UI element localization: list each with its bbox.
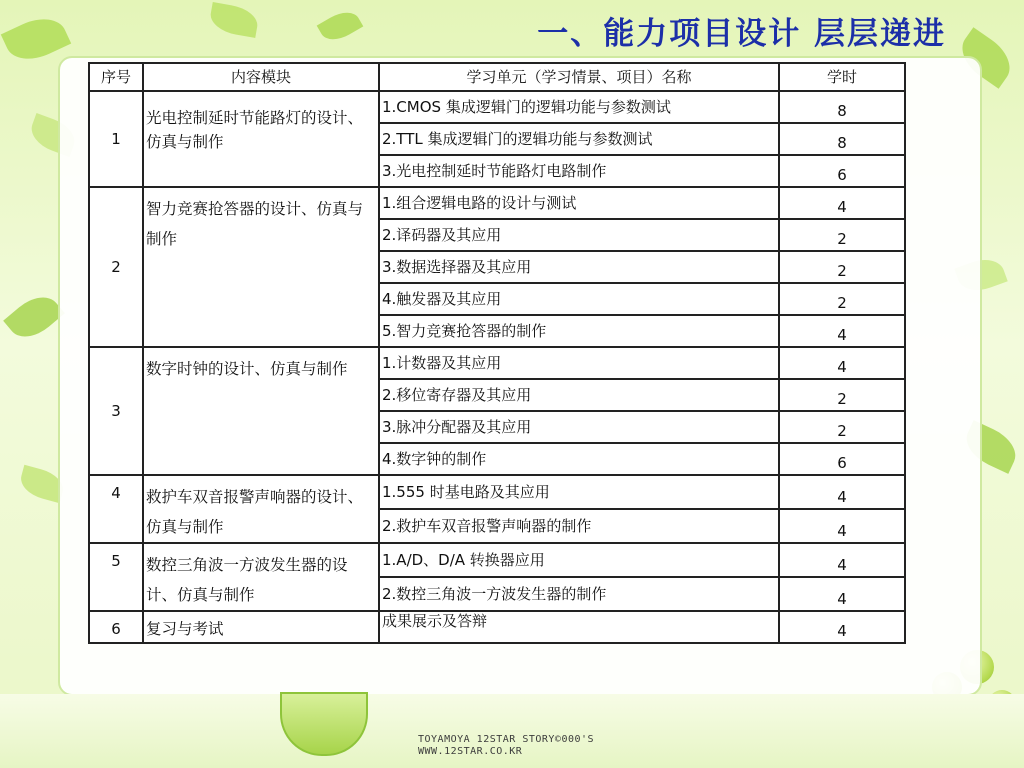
hours-cell: 2 [779, 411, 905, 443]
table-header-row [89, 63, 905, 91]
unit-cell: 2.译码器及其应用 [379, 219, 779, 251]
unit-cell: 4.触发器及其应用 [379, 283, 779, 315]
table-row [89, 611, 905, 643]
table-row [89, 187, 905, 219]
seq-cell: 5 [89, 543, 143, 611]
module-cell: 救护车双音报警声响器的设计、仿真与制作 [143, 475, 379, 543]
seq-cell: 4 [89, 475, 143, 543]
table-row [89, 91, 905, 123]
leaf-decoration [208, 2, 260, 38]
hours-cell: 4 [779, 611, 905, 643]
unit-cell: 3.光电控制延时节能路灯电路制作 [379, 155, 779, 187]
seq-cell: 2 [89, 187, 143, 347]
hours-cell: 6 [779, 155, 905, 187]
hours-cell: 2 [779, 219, 905, 251]
table-row [89, 347, 905, 379]
image-credit [418, 734, 594, 758]
hours-cell: 4 [779, 187, 905, 219]
hours-cell: 8 [779, 91, 905, 123]
hours-cell: 4 [779, 315, 905, 347]
credit-line-1: TOYAMOYA 12STAR STORY©000'S [418, 734, 595, 745]
leaf-decoration [317, 6, 364, 47]
course-table [88, 62, 906, 644]
hours-cell: 2 [779, 283, 905, 315]
hours-cell: 4 [779, 509, 905, 543]
unit-cell: 2.移位寄存器及其应用 [379, 379, 779, 411]
header-unit: 学习单元（学习情景、项目）名称 [379, 63, 779, 91]
unit-cell: 2.救护车双音报警声响器的制作 [379, 509, 779, 543]
module-cell: 智力竞赛抢答器的设计、仿真与制作 [143, 187, 379, 347]
hours-cell: 4 [779, 577, 905, 611]
unit-cell: 5.智力竞赛抢答器的制作 [379, 315, 779, 347]
unit-cell: 1.计数器及其应用 [379, 347, 779, 379]
unit-cell: 2.数控三角波一方波发生器的制作 [379, 577, 779, 611]
unit-cell: 3.数据选择器及其应用 [379, 251, 779, 283]
hours-cell: 2 [779, 379, 905, 411]
hours-cell: 8 [779, 123, 905, 155]
module-cell: 光电控制延时节能路灯的设计、仿真与制作 [143, 91, 379, 187]
unit-cell: 1.A/D、D/A 转换器应用 [379, 543, 779, 577]
hours-cell: 4 [779, 475, 905, 509]
unit-cell: 1.555 时基电路及其应用 [379, 475, 779, 509]
leaf-decoration [3, 287, 65, 346]
header-module: 内容模块 [143, 63, 379, 91]
module-cell: 数控三角波一方波发生器的设计、仿真与制作 [143, 543, 379, 611]
table-row [89, 543, 905, 577]
slide-title: 一、能力项目设计 层层递进 [537, 16, 946, 52]
unit-cell: 1.组合逻辑电路的设计与测试 [379, 187, 779, 219]
hours-cell: 6 [779, 443, 905, 475]
header-seq: 序号 [89, 63, 143, 91]
hours-cell: 4 [779, 347, 905, 379]
module-cell: 复习与考试 [143, 611, 379, 643]
table-row [89, 475, 905, 509]
seq-cell: 3 [89, 347, 143, 475]
credit-line-2: WWW.12STAR.CO.KR [418, 746, 523, 757]
unit-cell: 4.数字钟的制作 [379, 443, 779, 475]
seq-cell: 6 [89, 611, 143, 643]
unit-cell: 成果展示及答辩 [379, 611, 779, 643]
unit-cell: 3.脉冲分配器及其应用 [379, 411, 779, 443]
hours-cell: 2 [779, 251, 905, 283]
seq-cell: 1 [89, 91, 143, 187]
unit-cell: 1.CMOS 集成逻辑门的逻辑功能与参数测试 [379, 91, 779, 123]
module-cell: 数字时钟的设计、仿真与制作 [143, 347, 379, 475]
hours-cell: 4 [779, 543, 905, 577]
header-hours: 学时 [779, 63, 905, 91]
unit-cell: 2.TTL 集成逻辑门的逻辑功能与参数测试 [379, 123, 779, 155]
